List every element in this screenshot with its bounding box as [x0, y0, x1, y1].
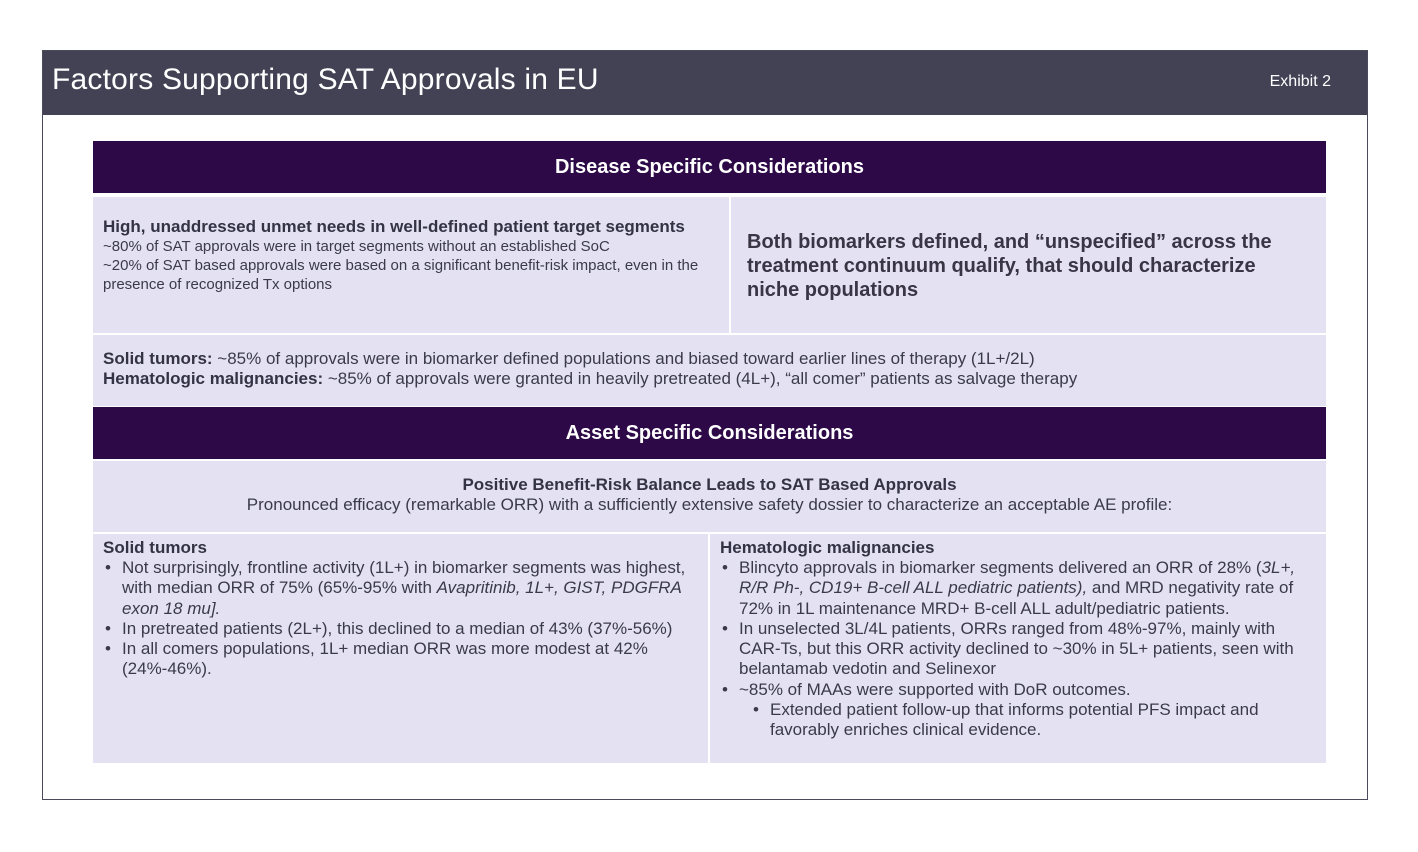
solid-tumors-line: [103, 349, 1316, 369]
page-title: Factors Supporting SAT Approvals in EU: [52, 63, 599, 96]
title-bar: [43, 51, 1367, 115]
heme-text: ~85% of approvals were granted in heavily pretreated (4L+), “all comer” patients as salvage therapy: [323, 369, 1078, 388]
biomarkers-panel: [731, 197, 1326, 333]
heme-bullet-1-text: Blincyto approvals in biomarker segments delivered an ORR of 28% (: [739, 558, 1262, 577]
list-item: • ~85% of MAAs were supported with DoR outcomes.: [739, 680, 1316, 700]
biomarkers-statement: Both biomarkers defined, and “unspecified” across the treatment continuum qualify, that should characterize niche populations: [747, 231, 1272, 301]
heme-bullet-1-rest: and MRD negativity rate of 72% in 1L maintenance MRD+ B-cell ALL adult/pediatric patients.: [739, 578, 1294, 618]
heme-heading: Hematologic malignancies: [720, 538, 935, 557]
heme-list: [720, 558, 1316, 700]
solid-tumors-list: [103, 558, 698, 680]
solid-bullet-1-italic: Avapritinib, 1L+, GIST, PDGFRA exon 18 mu].: [122, 578, 682, 618]
list-item: [739, 558, 1316, 619]
unmet-needs-line-2: ~20% of SAT based approvals were based on a significant benefit-risk impact, even in the presence of recognized Tx options: [103, 257, 699, 293]
list-item: • In all comers populations, 1L+ median ORR was more modest at 42% (24%-46%).: [122, 639, 698, 680]
list-item: • In pretreated patients (2L+), this declined to a median of 43% (37%-56%): [122, 619, 698, 639]
benefit-risk-heading: Positive Benefit-Risk Balance Leads to SAT Based Approvals: [462, 475, 957, 494]
benefit-risk-panel: [93, 461, 1326, 532]
unmet-needs-line-1: ~80% of SAT approvals were in target segments without an established SoC: [103, 238, 610, 255]
solid-tumors-label: Solid tumors:: [103, 349, 213, 368]
solid-tumors-text: ~85% of approvals were in biomarker defined populations and biased toward earlier lines of therapy (1L+/2L): [212, 349, 1035, 368]
heme-line: [103, 369, 1316, 389]
disease-banner: Disease Specific Considerations: [93, 141, 1326, 193]
asset-banner: Asset Specific Considerations: [93, 407, 1326, 459]
solid-bullet-1-text: Not surprisingly, frontline activity (1L+) in biomarker segments was highest, with median ORR of 75% (65%-95% with: [122, 558, 686, 598]
heme-bullet-1-italic: 3L+, R/R Ph-, CD19+ B-cell ALL pediatric patients),: [739, 558, 1296, 598]
unmet-needs-panel: [93, 197, 729, 333]
exhibit-label: Exhibit 2: [1269, 73, 1331, 90]
heme-panel: [710, 534, 1326, 763]
solid-tumors-panel: [93, 534, 708, 763]
list-item: • Extended patient follow-up that informs potential PFS impact and favorably enriches clinical evidence.: [770, 700, 1316, 741]
list-item: • In unselected 3L/4L patients, ORRs ranged from 48%-97%, mainly with CAR-Ts, but this ORR activity declined to ~30% in 5L+ patients, seen with belantamab vedotin and Selinexor: [739, 619, 1316, 680]
unmet-needs-heading: High, unaddressed unmet needs in well-defined patient target segments: [103, 217, 685, 236]
solid-tumors-heading: Solid tumors: [103, 538, 207, 557]
heme-label: Hematologic malignancies:: [103, 369, 324, 388]
benefit-risk-text: Pronounced efficacy (remarkable ORR) with a sufficiently extensive safety dossier to characterize an acceptable AE profile:: [246, 495, 1173, 514]
heme-sub-list: [720, 700, 1316, 741]
approval-populations-panel: [93, 335, 1326, 406]
list-item: [122, 558, 698, 619]
